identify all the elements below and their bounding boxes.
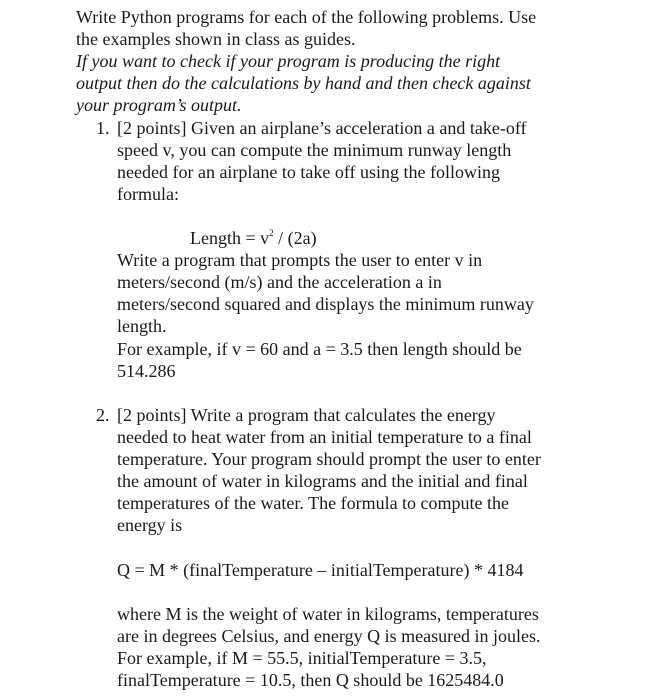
problem-1-body-3: meters/second squared and displays the minimum runway xyxy=(117,294,534,314)
problem-1-example-2: 514.286 xyxy=(117,361,176,381)
problem-2-body-3: For example, if M = 55.5, initialTemperature = 3.5, xyxy=(117,648,487,668)
problem-1-example-1: For example, if v = 60 and a = 3.5 then length should be xyxy=(117,339,522,359)
problem-1-formula xyxy=(190,227,317,249)
problem-1-number: 1. xyxy=(96,118,110,138)
intro-line-1: Write Python programs for each of the following problems. Use xyxy=(76,7,537,27)
note-line-3: your program’s output. xyxy=(76,95,242,115)
problem-2-body-2: are in degrees Celsius, and energy Q is measured in joules. xyxy=(117,626,541,646)
problem-2-line-2: needed to heat water from an initial temperature to a final xyxy=(117,427,532,447)
problem-2-line-5: temperatures of the water. The formula to compute the xyxy=(117,493,510,513)
problem-1-line-1: [2 points] Given an airplane’s acceleration a and take-off xyxy=(117,118,527,138)
problem-2-line-1: [2 points] Write a program that calculates the energy xyxy=(117,405,496,425)
problem-1-body-2: meters/second (m/s) and the acceleration a in xyxy=(117,272,442,292)
problem-1-line-2: speed v, you can compute the minimum runway length xyxy=(117,140,512,160)
problem-1-line-4: formula: xyxy=(117,184,179,204)
intro-line-2: the examples shown in class as guides. xyxy=(76,29,356,49)
problem-1-line-3: needed for an airplane to take off using the following xyxy=(117,162,501,182)
problem-1-body-1: Write a program that prompts the user to enter v in xyxy=(117,250,483,270)
problem-2-body-4: finalTemperature = 10.5, then Q should be 1625484.0 xyxy=(117,670,504,690)
problem-2-formula: Q = M * (finalTemperature – initialTemperature) * 4184 xyxy=(117,560,524,580)
problem-2-line-4: the amount of water in kilograms and the initial and final xyxy=(117,471,528,491)
formula-suffix: / (2a) xyxy=(273,228,317,248)
problem-1-body-4: length. xyxy=(117,316,167,336)
problem-2-line-6: energy is xyxy=(117,515,183,535)
formula-exponent: 2 xyxy=(269,228,274,238)
problem-2-line-3: temperature. Your program should prompt the user to enter xyxy=(117,449,541,469)
note-line-1: If you want to check if your program is producing the right xyxy=(76,51,501,71)
formula-prefix: Length = v xyxy=(190,228,270,248)
problem-2-number: 2. xyxy=(96,405,110,425)
problem-2-body-1: where M is the weight of water in kilograms, temperatures xyxy=(117,604,539,624)
note-line-2: output then do the calculations by hand and then check against xyxy=(76,73,531,93)
